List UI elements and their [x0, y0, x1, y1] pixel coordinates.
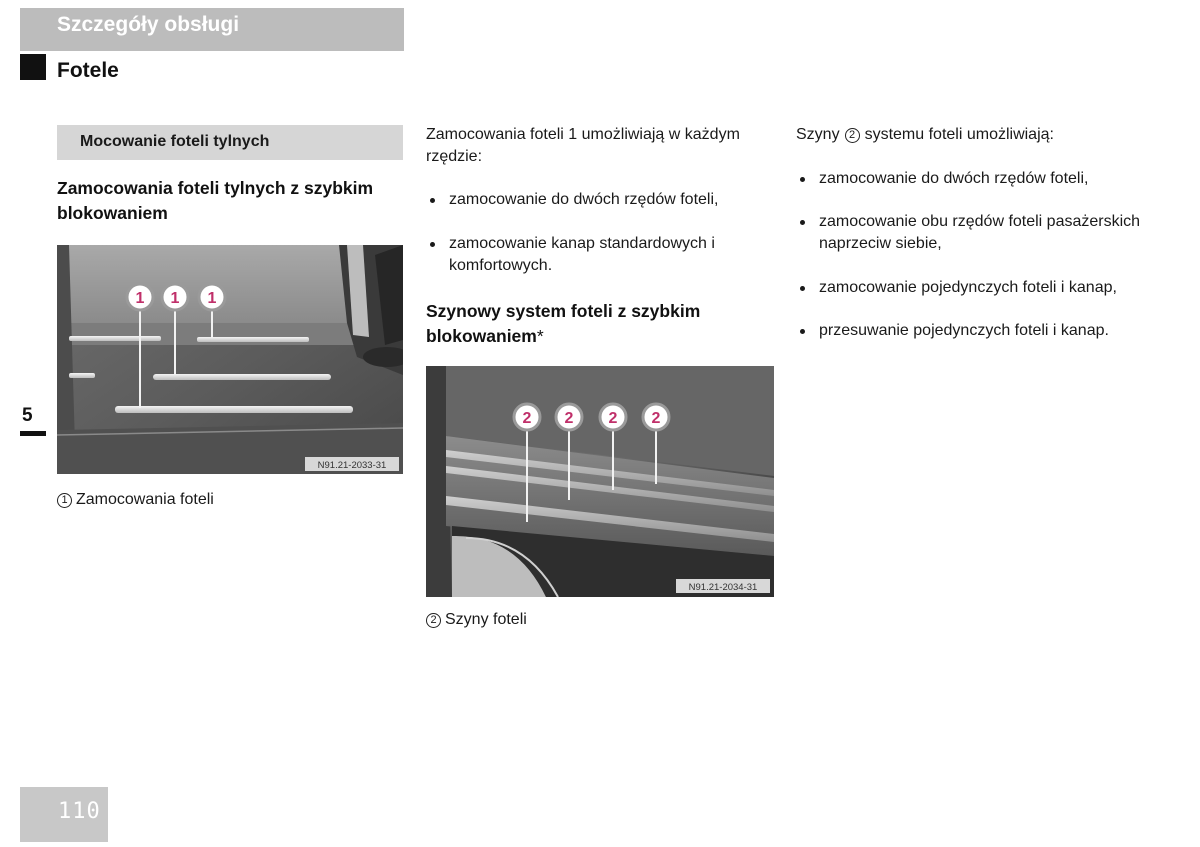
rails-intro-end: systemu foteli umożliwiają:: [864, 126, 1054, 143]
section-title: Szczegóły obsługi: [57, 13, 240, 36]
seat-mounts-list: [426, 189, 774, 211]
svg-text:1: 1: [170, 290, 180, 307]
list-item: zamocowanie do dwóch rzędów foteli,: [796, 168, 1176, 190]
svg-text:1: 1: [207, 290, 217, 307]
rails-list: [796, 211, 1176, 255]
list-item: zamocowanie obu rzędów foteli pasażerskich naprzeciw siebie,: [796, 211, 1176, 255]
list-item: przesuwanie pojedynczych foteli i kanap.: [796, 320, 1176, 342]
caption-text: Szyny foteli: [445, 611, 527, 628]
rail-system-heading: [426, 299, 774, 349]
caption-number: 1: [57, 493, 72, 508]
callout-1-icon: [199, 284, 225, 310]
optional-equipment-mark: *: [536, 326, 544, 346]
figure-code: N91.21-2033-31: [317, 460, 387, 471]
rear-seat-mounts-figure: [57, 245, 403, 474]
rear-seat-mounts-heading: Zamocowania foteli tylnych z szybkim blokowaniem: [57, 178, 374, 223]
seat-mounts-list: [426, 233, 774, 277]
svg-text:1: 1: [135, 290, 145, 307]
chapter-number: 5: [22, 405, 33, 426]
caption-text: Zamocowania foteli: [76, 491, 214, 508]
list-item: zamocowanie do dwóch rzędów foteli,: [426, 189, 774, 211]
svg-text:2: 2: [522, 410, 532, 427]
inline-number: 2: [845, 128, 860, 143]
page-heading: Fotele: [57, 59, 119, 82]
svg-text:2: 2: [564, 410, 574, 427]
figure-1-caption: [57, 491, 214, 509]
heading-marker: [20, 54, 46, 80]
list-item: zamocowanie pojedynczych foteli i kanap,: [796, 277, 1176, 299]
svg-text:2: 2: [651, 410, 661, 427]
callout-1-icon: [162, 284, 188, 310]
figure-code: N91.21-2034-31: [688, 582, 758, 593]
page-number: 110: [58, 799, 101, 824]
rails-list: [796, 320, 1176, 342]
rails-intro: [796, 124, 1176, 146]
callout-2-icon: [556, 404, 582, 430]
seat-rails-figure: [426, 366, 774, 597]
rails-list: [796, 168, 1176, 190]
caption-number: 2: [426, 613, 441, 628]
svg-text:2: 2: [608, 410, 618, 427]
rails-list: [796, 277, 1176, 299]
seat-mounts-intro: Zamocowania foteli 1 umożliwiają w każdym rzędzie:: [426, 126, 740, 165]
callout-2-icon: [643, 404, 669, 430]
chapter-marker-line: [20, 431, 46, 436]
rail-system-heading-text: Szynowy system foteli z szybkim blokowaniem: [426, 301, 701, 346]
rails-intro-start: Szyny: [796, 126, 840, 143]
subsection-title: Mocowanie foteli tylnych: [80, 133, 270, 150]
figure-2-caption: [426, 611, 527, 629]
callout-2-icon: [600, 404, 626, 430]
callout-2-icon: [514, 404, 540, 430]
list-item: zamocowanie kanap standardowych i komfortowych.: [426, 233, 774, 277]
callout-1-icon: [127, 284, 153, 310]
